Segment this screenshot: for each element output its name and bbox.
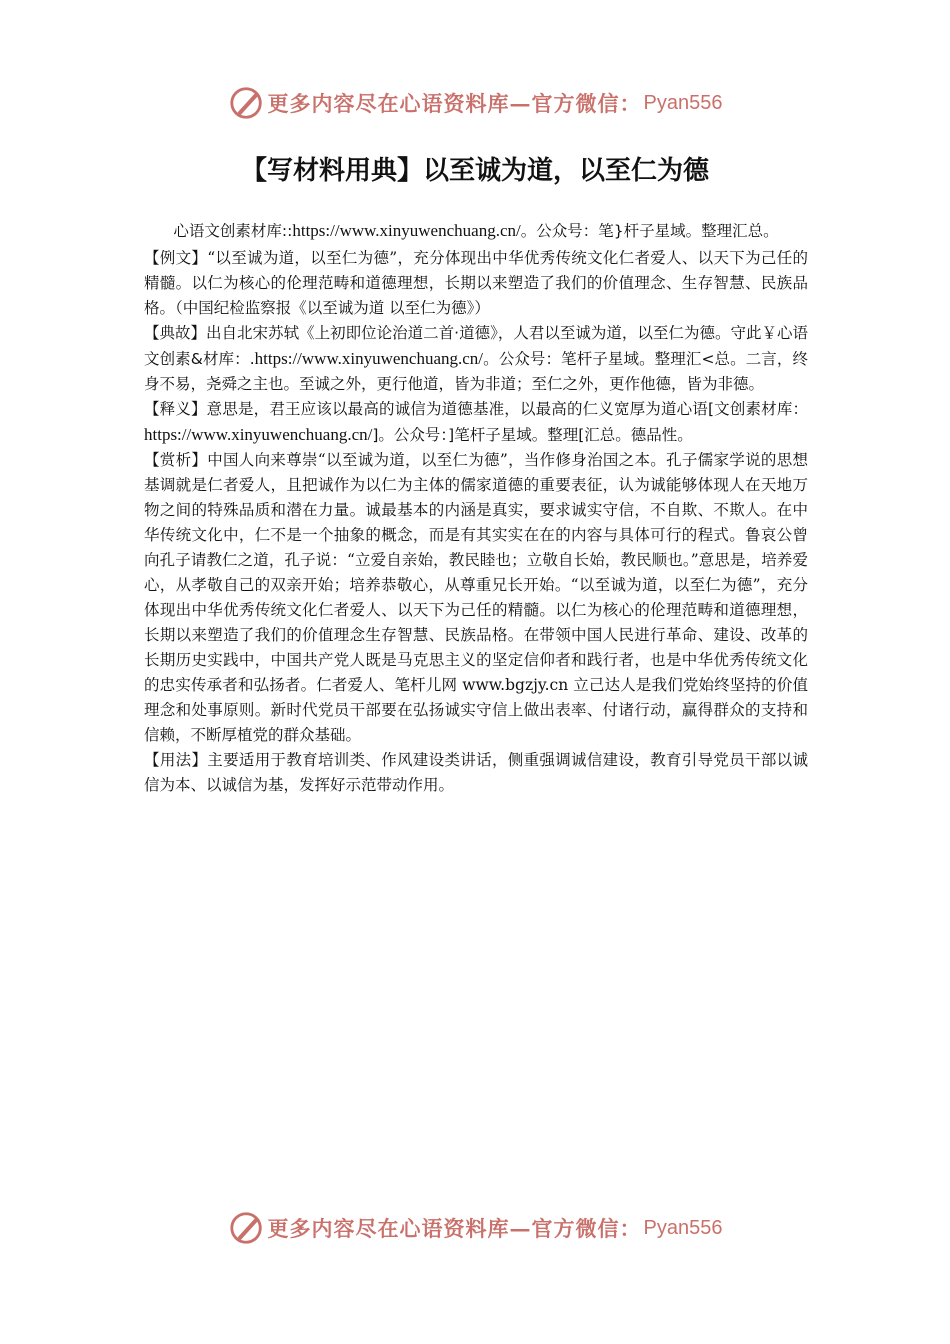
source-line <box>144 218 808 244</box>
banner-wechat-id: Pyan556 <box>643 91 723 114</box>
origin-text-a: 【典故】出自北宋苏轼《上初即位论治道二首·道德》，人君以至诚为道，以至仁为德。守此￥心语文创素&材库：. <box>144 324 808 368</box>
meaning-text-a: 【释义】意思是，君王应该以最高的诚信为道德基准，以最高的仁义宽厚为道心语[文创素材库： <box>144 400 808 418</box>
meaning-text-b: ]。公众号：]笔杆子星域。整理[汇总。德品性。 <box>372 426 693 444</box>
origin-url: https://www.xinyuwenchuang.cn/ <box>254 349 484 368</box>
origin-text-b: 。公众号：笔杆子星域。整理汇<总。二言，终身不易，尧舜之主也。至诚之外，更行他道，皆为非道；至仁之外，更作他德，皆为非德。 <box>144 350 808 393</box>
header-watermark-banner <box>0 83 950 123</box>
pen-logo-icon <box>228 1209 266 1247</box>
meaning-paragraph <box>144 397 808 448</box>
source-suffix: 。公众号：笔}杆子星域。整理汇总。 <box>520 222 779 240</box>
pen-logo-icon <box>228 84 266 122</box>
example-paragraph: 【例文】“以至诚为道，以至仁为德”，充分体现出中华优秀传统文化仁者爱人、以天下为己任的精髓。以仁为核心的伦理范畴和道德理想，长期以来塑造了我们的价值理念、生存智慧、民族品格。（中国纪检监察报《以至诚为道 以至仁为德》） <box>144 249 808 317</box>
source-prefix: 心语文创素材库:: <box>173 222 293 240</box>
usage-paragraph: 【用法】主要适用于教育培训类、作风建设类讲话，侧重强调诚信建设，教育引导党员干部以诚信为本、以诚信为基，发挥好示范带动作用。 <box>144 751 808 794</box>
banner-text: 更多内容尽在心语资料库—官方微信： <box>267 1216 642 1241</box>
banner-text: 更多内容尽在心语资料库—官方微信： <box>267 91 642 116</box>
document-title: 【写材料用典】以至诚为道，以至仁为德 <box>240 156 709 186</box>
origin-paragraph <box>144 321 808 397</box>
footer-watermark-banner <box>0 1208 950 1248</box>
source-url: https://www.xinyuwenchuang.cn/ <box>292 221 521 240</box>
document-body <box>144 218 808 798</box>
banner-wechat-id: Pyan556 <box>643 1216 723 1239</box>
analysis-paragraph: 【赏析】中国人向来尊崇“以至诚为道，以至仁为德”，当作修身治国之本。孔子儒家学说的思想基调就是仁者爱人，且把诚作为以仁为主体的儒家道德的重要表征，认为诚能够体现人在天地万物之间的特殊品质和潜在力量。诚最基本的内涵是真实，要求诚实守信，不自欺、不欺人。在中华传统文化中，仁不是一个抽象的概念，而是有其实实在在的内容与具体可行的程式。鲁哀公曾向孔子请教仁之道，孔子说：“立爱自亲始，教民睦也；立敬自长始，教民顺也。”意思是，培养爱心，从孝敬自己的双亲开始；培养恭敬心，从尊重兄长开始。“以至诚为道，以至仁为德”，充分体现出中华优秀传统文化仁者爱人、以天下为己任的精髓。以仁为核心的伦理范畴和道德理想，长期以来塑造了我们的价值理念生存智慧、民族品格。在带领中国人民进行革命、建设、改革的长期历史实践中，中国共产党人既是马克思主义的坚定信仰者和践行者，也是中华优秀传统文化的忠实传承者和弘扬者。仁者爱人、笔杆儿网 www.bgzjy.cn 立己达人是我们党始终坚持的价值理念和处事原则。新时代党员干部要在弘扬诚实守信上做出表率、付诸行动，赢得群众的支持和信赖，不断厚植党的群众基础。 <box>144 451 808 744</box>
meaning-url: https://www.xinyuwenchuang.cn/ <box>144 425 373 444</box>
